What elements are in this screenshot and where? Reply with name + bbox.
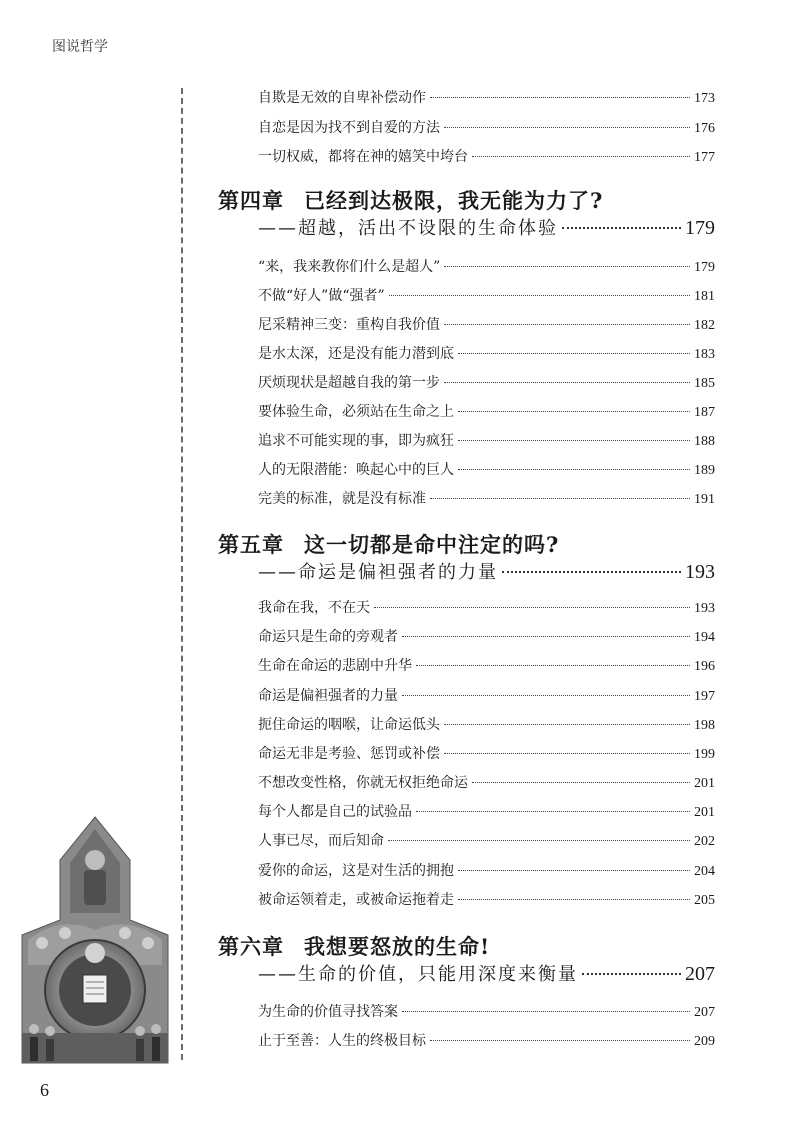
toc-entry[interactable] (258, 745, 715, 764)
toc-entry-title: 为生命的价值寻找答案 (258, 1004, 398, 1020)
dot-leader (416, 665, 690, 666)
toc-entry[interactable] (258, 432, 715, 451)
toc-entry-title: 厌烦现状是超越自我的第一步 (258, 375, 440, 391)
toc-entry-title: 扼住命运的咽喉，让命运低头 (258, 717, 440, 733)
chapter-title: 这一切都是命中注定的吗? (304, 532, 560, 557)
toc-entry[interactable] (258, 1003, 715, 1022)
toc-entry-title: 每个人都是自己的试验品 (258, 804, 412, 820)
chapter-heading[interactable] (218, 532, 559, 558)
chapter-subtitle[interactable] (258, 561, 715, 584)
chapter-page: 193 (685, 561, 715, 583)
toc-entry[interactable] (258, 891, 715, 910)
toc-entry-page: 201 (694, 776, 715, 791)
chapter-subtitle[interactable] (258, 217, 715, 240)
toc-entry[interactable] (258, 687, 715, 706)
dot-leader (458, 870, 690, 871)
toc-entry-page: 187 (694, 405, 715, 420)
toc-entry-title: 一切权威，都将在神的嬉笑中垮台 (258, 149, 468, 165)
toc-entry-title: 命运只是生命的旁观者 (258, 629, 398, 645)
dot-leader (444, 324, 690, 325)
chapter-page: 207 (685, 963, 715, 985)
toc-entry-page: 183 (694, 347, 715, 362)
toc-entry[interactable] (258, 287, 715, 306)
chapter-heading[interactable] (218, 934, 490, 960)
chapter-subtitle-text: ——生命的价值，只能用深度来衡量 (258, 964, 578, 985)
dot-leader (472, 782, 690, 783)
dot-leader (458, 440, 690, 441)
toc-entry-page: 201 (694, 805, 715, 820)
toc-entry-title: 尼采精神三变：重构自我价值 (258, 317, 440, 333)
toc-entry[interactable] (258, 316, 715, 335)
toc-entry-page: 204 (694, 864, 715, 879)
dot-leader (502, 571, 681, 573)
dot-leader (582, 973, 681, 975)
toc-entry[interactable] (258, 862, 715, 881)
toc-entry-page: 181 (694, 289, 715, 304)
dot-leader (430, 97, 690, 98)
dot-leader (444, 724, 690, 725)
toc-entry-page: 194 (694, 630, 715, 645)
chapter-title: 我想要怒放的生命! (304, 934, 491, 959)
toc-entry-page: 198 (694, 718, 715, 733)
chapter-number: 第六章 (218, 934, 284, 959)
toc-entry-title: 要体验生命，必须站在生命之上 (258, 404, 454, 420)
dot-leader (562, 227, 681, 229)
toc-entry-title: 是水太深，还是没有能力潜到底 (258, 346, 454, 362)
toc-entry-page: 209 (694, 1034, 715, 1049)
toc-entry[interactable] (258, 803, 715, 822)
toc-entry[interactable] (258, 1032, 715, 1051)
toc-entry-title: 我命在我，不在天 (258, 600, 370, 616)
toc-entry-page: 193 (694, 601, 715, 616)
toc-entry[interactable] (258, 599, 715, 618)
dot-leader (458, 411, 690, 412)
toc-entry-page: 202 (694, 834, 715, 849)
toc-entry-page: 189 (694, 463, 715, 478)
toc-entry-page: 176 (694, 121, 715, 136)
dot-leader (472, 156, 690, 157)
dot-leader (458, 899, 690, 900)
toc-entry-title: 人的无限潜能：唤起心中的巨人 (258, 462, 454, 478)
toc-entry-title: 止于至善：人生的终极目标 (258, 1033, 426, 1049)
toc-entry-title: 爱你的命运，这是对生活的拥抱 (258, 863, 454, 879)
toc-entry-title: 自恋是因为找不到自爱的方法 (258, 120, 440, 136)
dot-leader (402, 695, 690, 696)
dot-leader (374, 607, 690, 608)
toc-entry-page: 197 (694, 689, 715, 704)
toc-entry-page: 205 (694, 893, 715, 908)
toc-entry-title: 追求不可能实现的事，即为疯狂 (258, 433, 454, 449)
chapter-page: 179 (685, 217, 715, 239)
toc-entry-page: 196 (694, 659, 715, 674)
chapter-number: 第四章 (218, 188, 284, 213)
toc-entry-title: “来，我来教你们什么是超人” (258, 259, 441, 275)
toc-entry-title: 被命运领着走，或被命运拖着走 (258, 892, 454, 908)
dot-leader (458, 469, 690, 470)
toc-entry-page: 177 (694, 150, 715, 165)
chapter-subtitle-text: ——命运是偏袒强者的力量 (258, 562, 498, 583)
dot-leader (430, 1040, 690, 1041)
toc-entry-page: 179 (694, 260, 715, 275)
toc-entry[interactable] (258, 490, 715, 509)
toc-entry[interactable] (258, 345, 715, 364)
toc-entry[interactable] (258, 403, 715, 422)
toc-entry-title: 自欺是无效的自卑补偿动作 (258, 90, 426, 106)
toc-entry-page: 199 (694, 747, 715, 762)
dot-leader (430, 498, 690, 499)
dot-leader (402, 1011, 690, 1012)
toc-entry[interactable] (258, 89, 715, 108)
toc-entry-page: 173 (694, 91, 715, 106)
dot-leader (388, 840, 690, 841)
toc-entry-title: 不想改变性格，你就无权拒绝命运 (258, 775, 468, 791)
toc-entry[interactable] (258, 119, 715, 138)
toc-entry-title: 命运是偏袒强者的力量 (258, 688, 398, 704)
toc-entry-title: 生命在命运的悲剧中升华 (258, 658, 412, 674)
toc-entry[interactable] (258, 657, 715, 676)
dot-leader (444, 127, 690, 128)
chapter-number: 第五章 (218, 532, 284, 557)
toc-entry-title: 命运无非是考验、惩罚或补偿 (258, 746, 440, 762)
dot-leader (416, 811, 690, 812)
toc-entry-title: 人事已尽，而后知命 (258, 833, 384, 849)
toc-entry-page: 207 (694, 1005, 715, 1020)
dot-leader (444, 382, 690, 383)
page-number: 6 (40, 1080, 49, 1100)
dot-leader (444, 753, 690, 754)
toc-entry-title: 不做“好人”做“强者” (258, 288, 385, 304)
dot-leader (389, 295, 690, 296)
chapter-heading[interactable] (218, 188, 603, 214)
toc-entry[interactable] (258, 774, 715, 793)
toc-entry-page: 188 (694, 434, 715, 449)
toc-entry[interactable] (258, 461, 715, 480)
dot-leader (402, 636, 690, 637)
chapter-subtitle-text: ——超越，活出不设限的生命体验 (258, 218, 558, 239)
toc-entry[interactable] (258, 832, 715, 851)
toc-entry[interactable] (258, 258, 715, 277)
toc-entry[interactable] (258, 148, 715, 167)
toc-entry-page: 185 (694, 376, 715, 391)
toc-entry[interactable] (258, 628, 715, 647)
toc-entry-title: 完美的标准，就是没有标准 (258, 491, 426, 507)
chapter-subtitle[interactable] (258, 963, 715, 986)
religious-painting-illustration (20, 815, 170, 1065)
toc-entry[interactable] (258, 374, 715, 393)
header-book-title: 图说哲学 (52, 39, 108, 55)
toc-entry-page: 182 (694, 318, 715, 333)
chapter-title: 已经到达极限，我无能为力了? (304, 188, 604, 213)
dot-leader (444, 266, 690, 267)
toc-entry[interactable] (258, 716, 715, 735)
toc-entry-page: 191 (694, 492, 715, 507)
dot-leader (458, 353, 690, 354)
